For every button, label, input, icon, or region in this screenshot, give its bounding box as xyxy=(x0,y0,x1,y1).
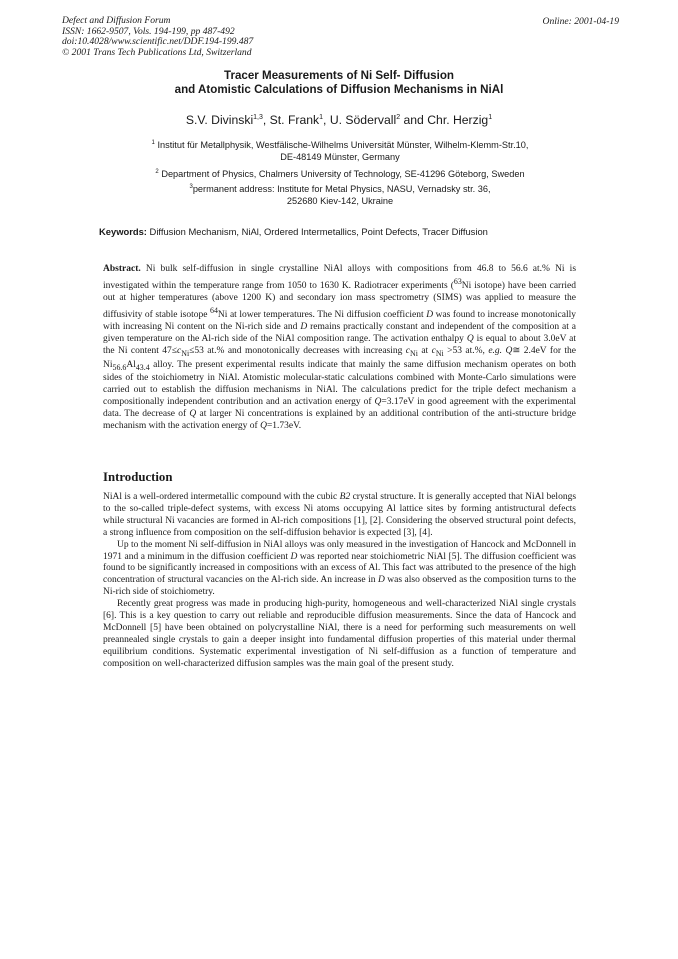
affiliation-1-line-2: DE-48149 Münster, Germany xyxy=(280,152,400,163)
abstract-label: Abstract. xyxy=(103,264,141,274)
intro-paragraph-1: NiAl is a well-ordered intermetallic compound with the cubic B2 crystal structure. It is generally accepted that NiAl belongs to the so-called triple-defect systems, with excess Ni atoms occupying Al lattice sites by forming antistructural defects while structural Ni vacancies are formed in Al-rich compositions [1], [2]. Considering the observed structural point defects, a strong influence from composition on the self-diffusion behavior is expected [3], [4]. xyxy=(103,492,577,538)
doi-line: doi:10.4028/www.scientific.net/DDF.194-199.487 xyxy=(62,36,254,48)
author-2-affil: 1 xyxy=(319,113,324,121)
section-heading-introduction: Introduction xyxy=(103,470,173,484)
affiliation-1 xyxy=(60,137,620,163)
title-line-1: Tracer Measurements of Ni Self- Diffusion xyxy=(224,69,454,82)
paper-title xyxy=(0,69,678,97)
affiliation-3-number: 3 xyxy=(189,184,193,190)
author-3-affil: 2 xyxy=(396,113,401,121)
keywords-label: Keywords: xyxy=(99,226,147,237)
online-date: Online: 2001-04-19 xyxy=(542,16,619,27)
copyright-line: © 2001 Trans Tech Publications Ltd, Switzerland xyxy=(62,46,252,58)
affiliation-3-line-2: 252680 Kiev-142, Ukraine xyxy=(286,196,394,207)
author-conjunction: and xyxy=(403,113,424,127)
affiliation-3-line-1: permanent address: Institute for Metal Physics, NASU, Vernadsky str. 36, xyxy=(192,184,491,195)
author-3: U. Södervall xyxy=(329,113,397,127)
affiliation-2-line-1: Department of Physics, Chalmers University of Technology, SE-41296 Göteborg, Sweden xyxy=(161,169,525,180)
keywords-text: Diffusion Mechanism, NiAl, Ordered Intermetallics, Point Defects, Tracer Diffusion xyxy=(149,226,488,237)
affiliation-3 xyxy=(60,181,620,207)
intro-paragraph-2: Up to the moment Ni self-diffusion in NiAl alloys was only measured in the investigation of Hancock and McDonnell in 1971 and a minimum in the diffusion coefficient D was reported near stoichiometric NiAl [5]. The diffusion coefficient was found to be significantly increased in compositions with an excess of Al. This fact was attributed to the presence of the high concentration of structural vacancies on the Al-rich side. An increase in D was also observed as the composition turns to the Ni-rich side of stoichiometry. xyxy=(103,539,577,598)
affiliation-1-number: 1 xyxy=(151,140,155,146)
journal-header xyxy=(62,16,253,58)
affiliation-1-line-1: Institut für Metallphysik, Westfälische-Wilhelms Universität Münster, Wilhelm-Klemm-Str.10, xyxy=(157,140,529,151)
introduction-body xyxy=(103,492,576,671)
journal-name: Defect and Diffusion Forum xyxy=(62,15,171,26)
author-1: S.V. Divinski xyxy=(185,113,254,127)
abstract-paragraph: Abstract. Ni bulk self-diffusion in single crystalline NiAl alloys with compositions from 46.8 to 56.6 at.% Ni is investigated within the temperature range from 1050 to 1630 K. Radiotracer experiments ($^{63}$Ni isotope) have been carried out at higher temperatures (above 1200 K) and secondary ion mass spectrometry (SIMS) was applied to measure the diffusivity of stable isotope $^{64}$Ni at lower temperatures. The Ni diffusion coefficient D was found to increase monotonically with increasing Ni content on the Ni-rich side and D remains practically constant and independent of the composition at a given temperature on the Al-rich side of the NiAl composition range. The activation enthalpy Q is equal to about 3.0eV at the Ni content $47\le c_{Ni}\le 53$ at.% and monotonically decreases with increasing $c_{Ni}$ at $c_{Ni} >53$ at.%, e.g. Q≅ 2.4eV for the $Ni_{56.6}Al_{43.4}$ alloy. The present experimental results indicate that mainly the same diffusion mechanism operates on both sides of the stoichiometry in NiAl. Atomistic molecular-static calculations combined with Monte-Carlo simulations were carried out to establish the diffusion mechanisms in NiAl. The calculations predict for the triple defect mechanism a compositionally independent contribution and an activation energy of Q=3.17eV in good agreement with the experimental data. The decrease of Q at larger Ni concentrations is explained by an additional contribution of the anti-structure bridge mechanism with the activation energy of Q=1.73eV. xyxy=(103,264,577,431)
abstract xyxy=(103,264,576,433)
affiliation-2-number: 2 xyxy=(155,169,159,175)
affiliation-2 xyxy=(60,166,620,180)
keywords xyxy=(99,226,488,237)
title-line-2: and Atomistic Calculations of Diffusion Mechanisms in NiAl xyxy=(174,83,504,96)
author-2: St. Frank xyxy=(269,113,320,127)
author-1-affil: 1,3 xyxy=(253,113,263,121)
author-4: Chr. Herzig xyxy=(427,113,489,127)
author-list: S.V. Divinski$^{1,3}$, St. Frank$^1$, U. Södervall$^2$ and Chr. Herzig$^1$ xyxy=(185,113,493,127)
intro-paragraph-3: Recently great progress was made in producing high-purity, homogeneous and well-characterized NiAl single crystals [6]. This is a key question to carry out reliable and reproducible diffusion measurements. Since the data of Hancock and McDonnell [5] have been obtained on polycrystalline NiAl, there is a need for performing such measurements on well preannealed single crystals to gain a deeper insight into fundamental diffusion properties of this material under thermal equilibrium conditions. Systematic experimental investigation of Ni self-diffusion as a function of temperature and composition on well-characterized diffusion samples was the main goal of the present study. xyxy=(103,599,576,669)
author-4-affil: 1 xyxy=(488,113,493,121)
issn-line: ISSN: 1662-9507, Vols. 194-199, pp 487-492 xyxy=(62,25,235,37)
